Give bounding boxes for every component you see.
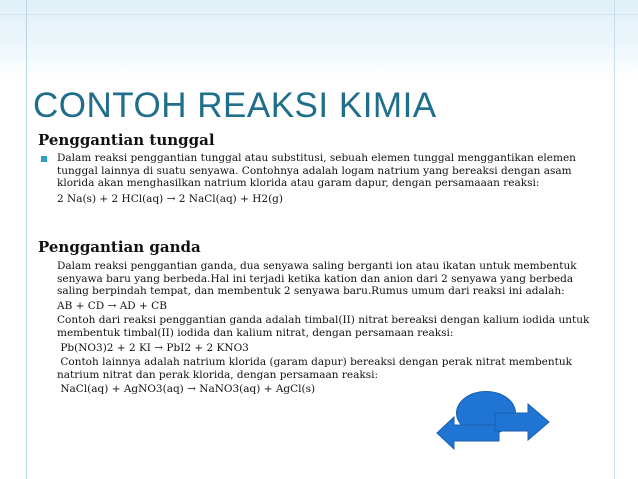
- section2-line: membentuk timbal(II) iodida dan kalium nitrat, dengan persamaan reaksi:: [57, 326, 454, 339]
- section2-line: saling berpindah tempat, dan membentuk 2 senyawa baru.Rumus umum dari reaksi ini adalah:: [57, 285, 565, 298]
- left-border-rule: [26, 0, 27, 479]
- left-arrow-icon: [436, 416, 500, 450]
- section2-line: AB + CD → AD + CB: [57, 299, 167, 312]
- section-heading-double-replacement: Penggantian ganda: [38, 238, 201, 256]
- section-heading-single-replacement: Penggantian tunggal: [38, 131, 215, 149]
- section1-line: Dalam reaksi penggantian tunggal atau substitusi, sebuah elemen tunggal menggantikan elemen: [57, 152, 576, 164]
- section2-line: Contoh dari reaksi penggantian ganda adalah timbal(II) nitrat bereaksi dengan kalium iodida untuk: [57, 314, 590, 327]
- section2-line: natrium nitrat dan perak klorida, dengan persamaan reaksi:: [57, 368, 379, 381]
- section2-line: senyawa baru yang berbeda.Hal ini terjadi ketika kation dan anion dari 2 senyawa yang berbeda: [57, 272, 574, 285]
- section1-equation: 2 Na(s) + 2 HCl(aq) → 2 NaCl(aq) + H2(g): [57, 192, 283, 205]
- section2-line: Contoh lainnya adalah natrium klorida (garam dapur) bereaksi dengan perak nitrat membentuk: [57, 356, 572, 369]
- right-arrow-icon: [494, 403, 550, 441]
- header-rule: [0, 14, 638, 15]
- section1-text: [57, 152, 607, 205]
- section2-line: Dalam reaksi penggantian ganda, dua senyawa saling berganti ion atau ikatan untuk membentuk: [57, 260, 577, 272]
- section2-line: NaCl(aq) + AgNO3(aq) → NaNO3(aq) + AgCl(s): [57, 383, 316, 396]
- bullet-icon: [41, 156, 47, 162]
- right-border-rule: [614, 0, 615, 479]
- slide-title: CONTOH REAKSI KIMIA: [33, 86, 437, 125]
- header-band: [0, 0, 638, 80]
- section1-line: klorida akan menghasilkan natrium klorida atau garam dapur, dengan persamaaan reaksi:: [57, 177, 540, 190]
- section1-line: tunggal lainnya di suatu senyawa. Contohnya adalah logam natrium yang bereaksi dengan asam: [57, 164, 572, 177]
- section2-text: [57, 260, 612, 396]
- section2-line: Pb(NO3)2 + 2 KI → PbI2 + 2 KNO3: [57, 341, 249, 354]
